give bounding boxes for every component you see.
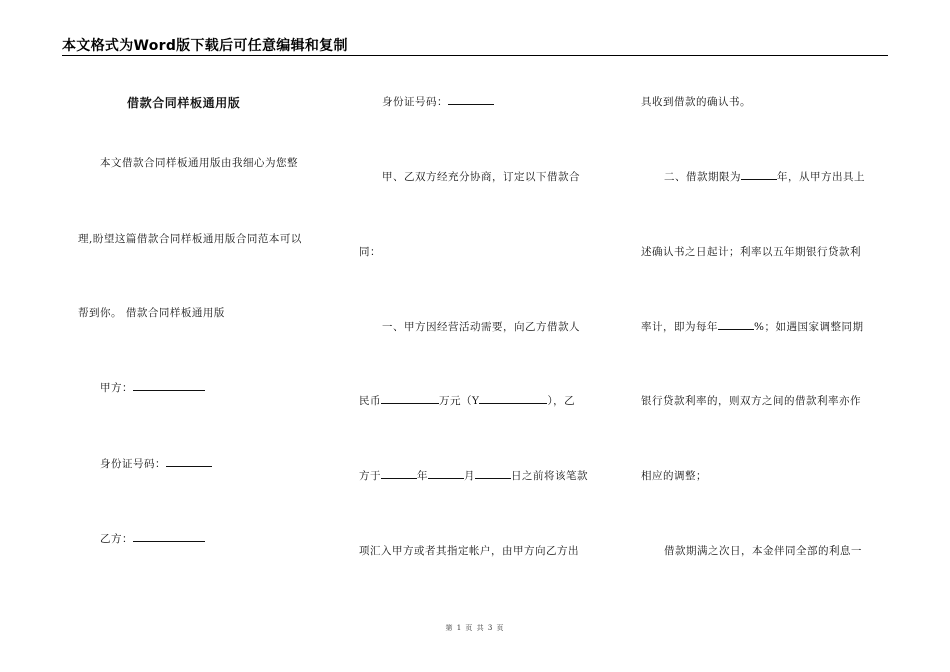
text-segment: 率计，即为每年 (641, 321, 718, 333)
amount-blank (381, 394, 439, 404)
clause-intro-line-1: 甲、乙双方经充分协商，订定以下借款合 (382, 171, 580, 183)
month-blank (428, 469, 464, 479)
document-title: 借款合同样板通用版 (127, 96, 241, 110)
clause-1-line-3 (359, 468, 588, 483)
id-number-label: 身份证号码： (100, 458, 166, 470)
text-segment: 年，从甲方出具上 (777, 171, 865, 183)
clause-1-line-2 (359, 393, 575, 408)
party-a-blank (133, 381, 205, 391)
text-segment: 民币 (359, 395, 381, 407)
clause-intro-line-2: 同： (359, 246, 381, 258)
page-footer: 第 1 页 共 3 页 (445, 624, 505, 632)
day-blank (475, 469, 511, 479)
header-text: 本文格式为Word版下载后可任意编辑和复制 (62, 38, 348, 54)
clause-2-line-3 (641, 319, 863, 334)
party-a-label: 甲方： (100, 382, 133, 394)
id-number-label-2: 身份证号码： (382, 96, 448, 108)
text-segment: 二、借款期限为 (664, 171, 741, 183)
clause-2-line-2: 述确认书之日起计；利率以五年期银行贷款利 (641, 246, 861, 258)
text-segment: 日之前将该笔款 (511, 470, 588, 482)
clause-3-line-1: 借款期满之次日，本金伴同全部的利息一 (664, 545, 862, 557)
clause-1-line-1: 一、甲方因经营活动需要，向乙方借款人 (382, 321, 580, 333)
page-header (62, 33, 888, 56)
clause-2-line-5: 相应的调整； (641, 470, 707, 482)
id-number-line (100, 456, 212, 471)
intro-line-3: 帮到你。 借款合同样板通用版 (78, 307, 225, 319)
text-segment: %；如遇国家调整同期 (754, 321, 864, 333)
party-b-blank (133, 532, 205, 542)
text-segment: 方于 (359, 470, 381, 482)
clause-2-line-4: 银行贷款利率的，则双方之间的借款利率亦作 (641, 395, 861, 407)
id-number-line-2 (382, 94, 494, 109)
text-segment: 月 (464, 470, 475, 482)
text-segment: ），乙 (547, 395, 576, 407)
col3-line-1: 具收到借款的确认书。 (641, 96, 751, 108)
text-segment: 年 (417, 470, 428, 482)
term-years-blank (741, 170, 777, 180)
clause-1-line-4: 项汇入甲方或者其指定帐户，由甲方向乙方出 (359, 545, 579, 557)
party-b-line (100, 531, 205, 546)
party-b-label: 乙方： (100, 533, 133, 545)
year-blank (381, 469, 417, 479)
clause-2-line-1 (664, 169, 865, 184)
id-number-blank-2 (448, 95, 494, 105)
intro-line-1: 本文借款合同样板通用版由我细心为您整 (100, 157, 298, 169)
id-number-blank (166, 457, 212, 467)
rate-blank (718, 320, 754, 330)
text-segment: 万元（Y (439, 395, 480, 407)
intro-line-2: 理,盼望这篇借款合同样板通用版合同范本可以 (78, 233, 302, 245)
party-a-line (100, 380, 205, 395)
amount-figures-blank (479, 394, 547, 404)
